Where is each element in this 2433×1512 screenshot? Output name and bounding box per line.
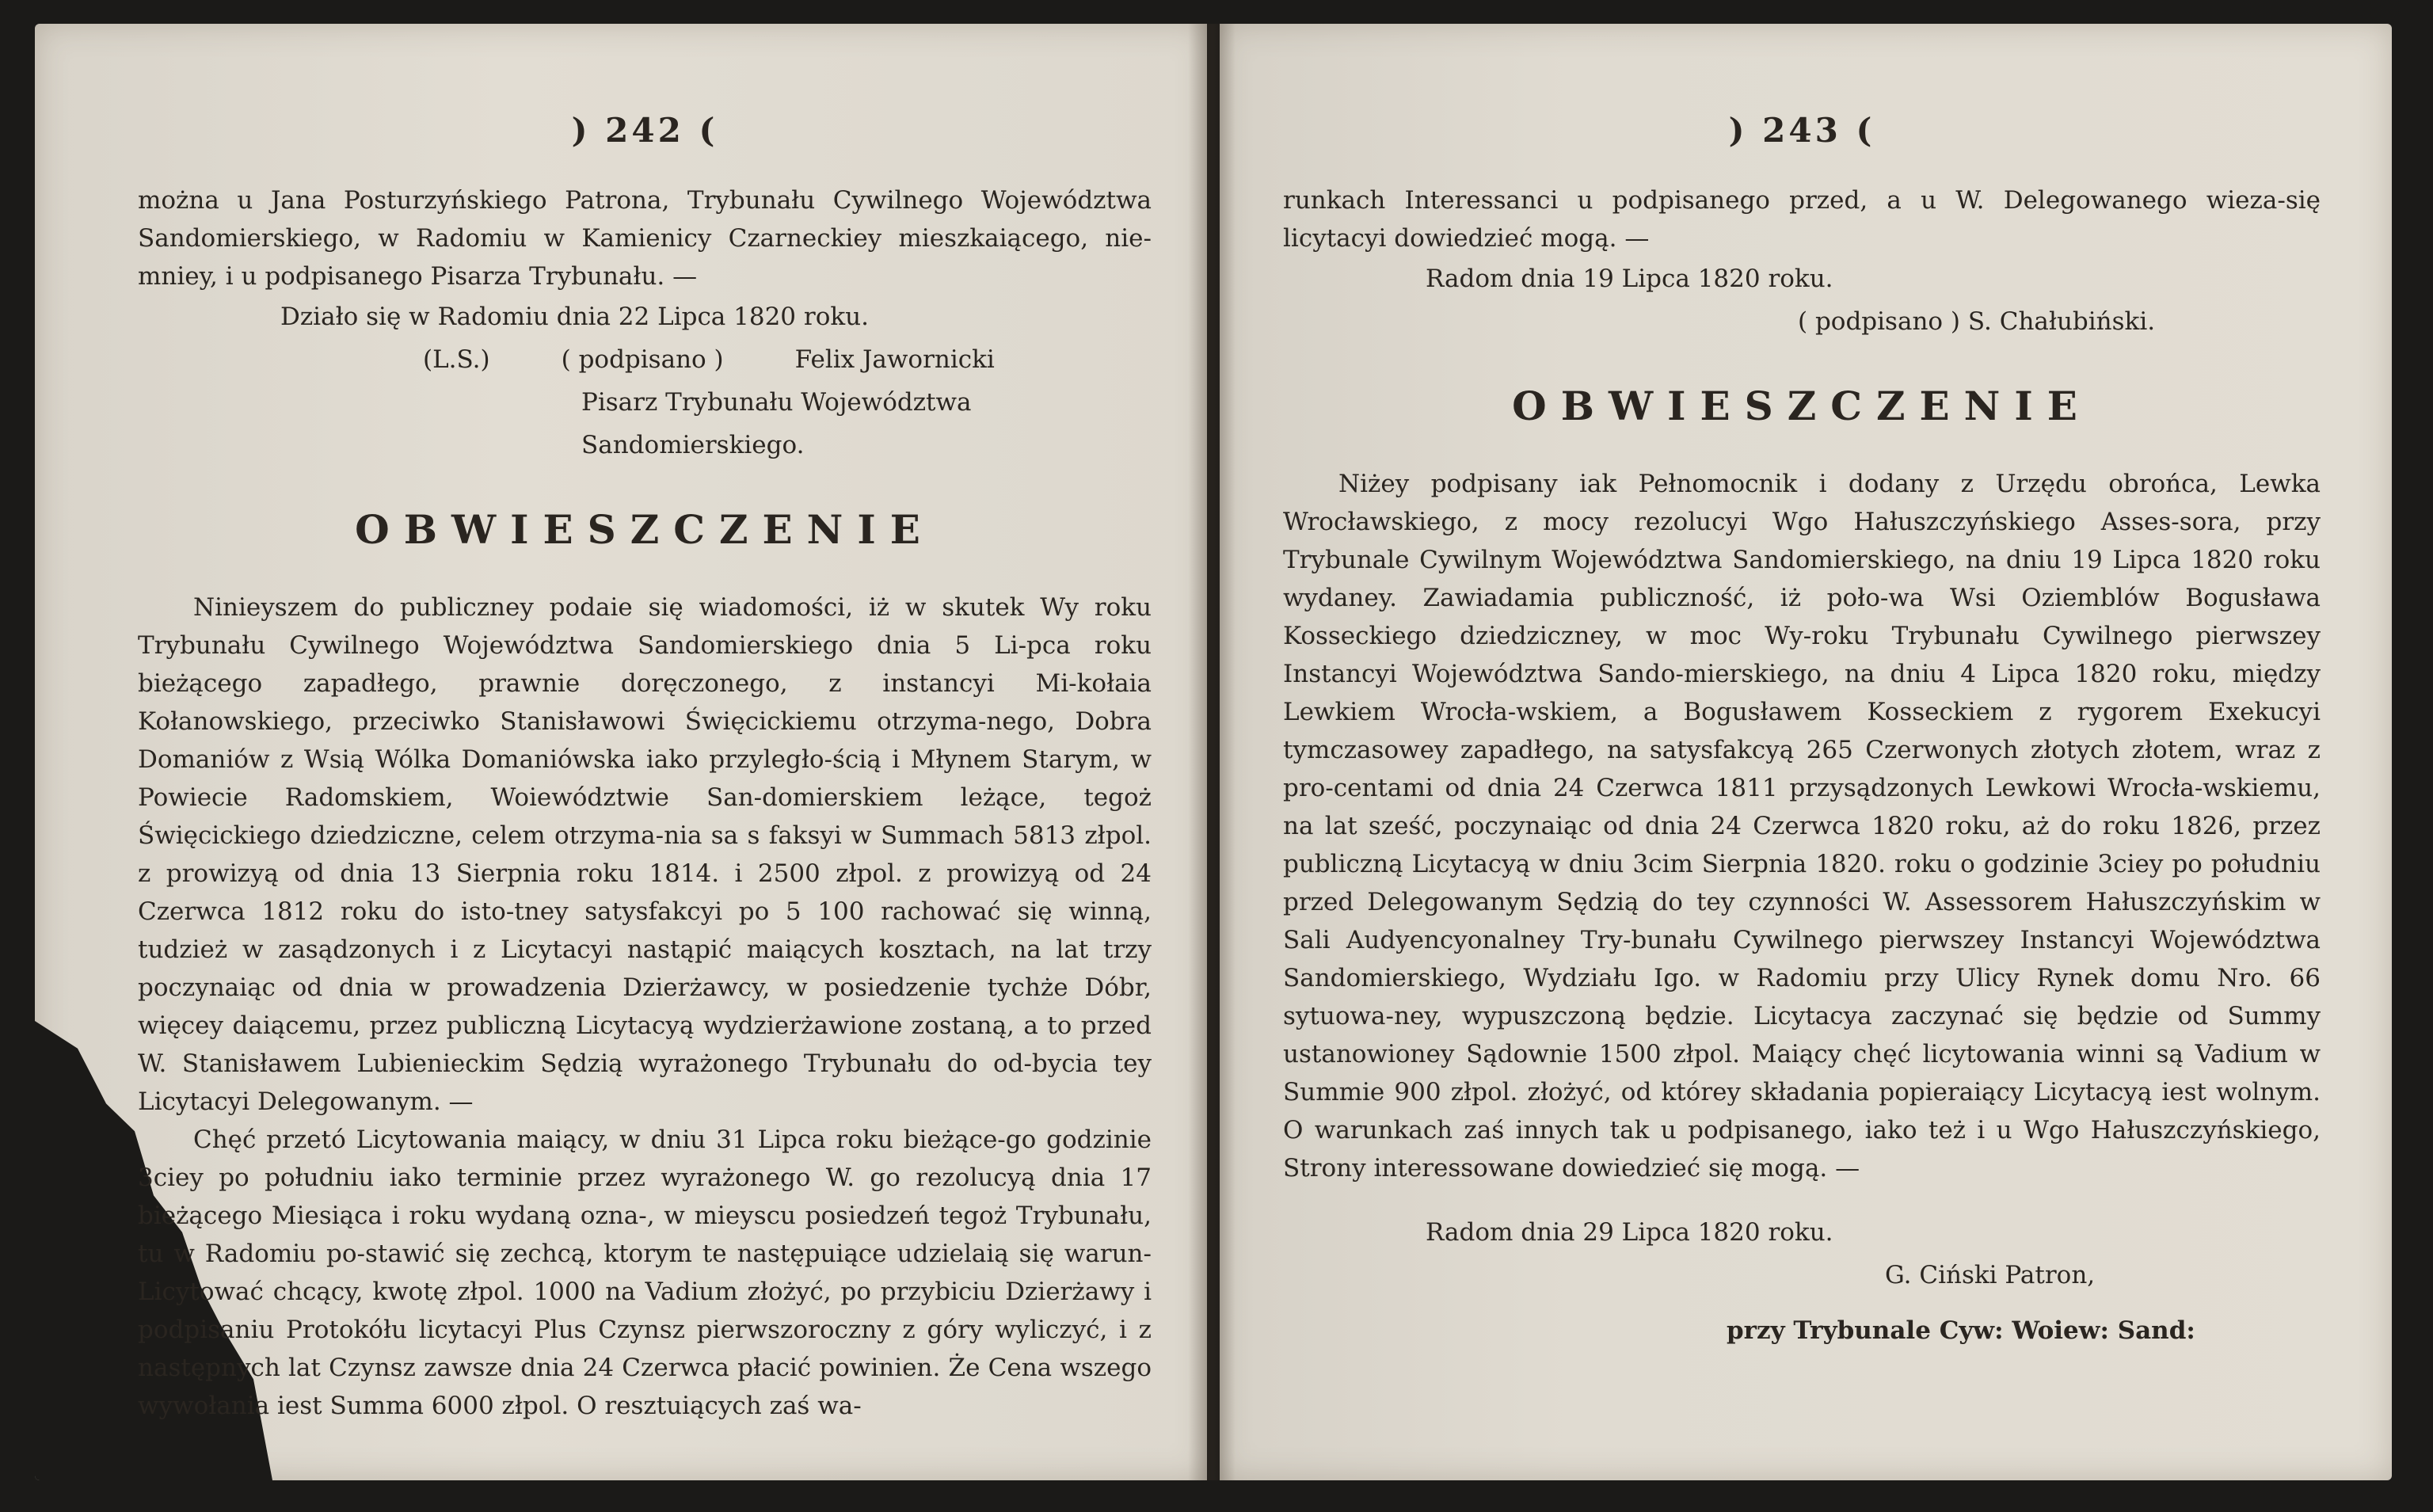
page-number: ) 242 ( [571, 111, 718, 150]
notice-heading: OBWIESZCZENIE [1512, 383, 2092, 429]
closing-signature: G. Ciński Patron, [1885, 1261, 2096, 1289]
notice-heading: OBWIESZCZENIE [355, 506, 935, 553]
signer-title: Pisarz Trybunału Województwa Sandomierskiego. [581, 388, 972, 459]
left-page [35, 24, 1207, 1480]
intro-text: runkach Interessanci u podpisanego przed, a u W. Delegowanego wieza-się licytacyi dowiedzieć mogą. — [1283, 186, 2321, 253]
signature-line: ( podpisano ) S. Chałubiński. [1798, 307, 2156, 336]
signature-row [138, 338, 1152, 381]
signer-name: Felix Jawornicki [794, 345, 995, 374]
notice-paragraph: Chęć przetó Licytowania maiący, w dniu 31 Lipca roku bieżące-go godzinie 3ciey po południu iako terminie przez wyrażonego W. go rezolucyą dnia 17 bieżącego Miesiąca i roku wydaną ozna-, w mieyscu posiedzeń tegoż Trybunału, tu w Radomiu po-stawić się zechcą, ktorym te następuiące udzielaią się warun-Licytować chcący, kwotę złpol. 1000 na Vadium złożyć, po przybiciu Dzierżawy i podpisaniu Protokółu licytacyi Plus Czynsz pierwszoroczny z góry wyliczyć, i z następnych lat Czynsz zawsze dnia 24 Czerwca płacić powinien. Że Cena wszego wywołania iest Summa 6000 złpol. O resztuiących zaś wa- [138, 1125, 1152, 1420]
date-line: Radom dnia 19 Lipca 1820 roku. [1426, 265, 1833, 293]
page-number: ) 243 ( [1728, 111, 1875, 150]
ls-mark: (L.S.) [423, 345, 490, 374]
signed-label: ( podpisano ) [561, 345, 724, 374]
right-page-content [1283, 111, 2321, 1352]
left-page-content [138, 111, 1152, 1425]
book-gutter [1188, 24, 1236, 1480]
closing-title: przy Trybunale Cyw: Woiew: Sand: [1727, 1316, 2195, 1345]
date-line: Działo się w Radomiu dnia 22 Lipca 1820 roku. [280, 303, 869, 331]
right-page [1220, 24, 2392, 1480]
intro-text: można u Jana Posturzyńskiego Patrona, Trybunału Cywilnego Województwa Sandomierskiego, w Radomiu w Kamienicy Czarneckiey mieszkaiącego, nie-mniey, i u podpisanego Pisarza Trybunału. — [138, 186, 1152, 291]
notice-paragraph: Niżey podpisany iak Pełnomocnik i dodany z Urzędu obrońca, Lewka Wrocławskiego, z mocy rezolucyi Wgo Hałuszczyńskiego Asses-sora, przy Trybunale Cywilnym Województwa Sandomierskiego, na dniu 19 Lipca 1820 roku wydaney. Zawiadamia publiczność, iż poło-wa Wsi Oziemblów Bogusława Kosseckiego dziedziczney, w moc Wy-roku Trybunału Cywilnego pierwszey Instancyi Województwa Sando-mierskiego, na dniu 4 Lipca 1820 roku, między Lewkiem Wrocła-wskiem, a Bogusławem Kosseckiem z rygorem Exekucyi tymczasowey zapadłego, na satysfakcyą 265 Czerwonych złotych złotem, wraz z pro-centami od dnia 24 Czerwca 1811 przysądzonych Lewkowi Wrocła-wskiemu, na lat sześć, poczynaiąc od dnia 24 Czerwca 1820 roku, aż do roku 1826, przez publiczną Licytacyą w dniu 3cim Sierpnia 1820. roku o godzinie 3ciey po południu przed Delegowanym Sędzią do tey czynności W. Assessorem Hałuszczyńskim w Sali Audyencyonalney Try-bunału Cywilnego pierwszey Instancyi Województwa Sandomierskiego, Wydziału Igo. w Radomiu przy Ulicy Rynek domu Nro. 66 sytuowa-ney, wypuszczoną będzie. Licytacya zaczynać się będzie od Summy ustanowioney Sądownie 1500 złpol. Maiący chęć licytowania winni są Vadium w Summie 900 złpol. złożyć, od którey składania popieraiący Licytacyą iest wolnym. O warunkach zaś innych tak u podpisanego, iako też i u Wgo Hałuszczyńskiego, Strony interessowane dowiedzieć się mogą. — [1283, 470, 2321, 1183]
closing-date: Radom dnia 29 Lipca 1820 roku. [1426, 1218, 1833, 1247]
notice-paragraph: Ninieyszem do publiczney podaie się wiadomości, iż w skutek Wy roku Trybunału Cywilnego Województwa Sandomierskiego dnia 5 Li-pca roku bieżącego zapadłego, prawnie doręczonego, z instancyi Mi-kołaia Kołanowskiego, przeciwko Stanisławowi Święcickiemu otrzyma-nego, Dobra Domaniów z Wsią Wólka Domaniówska iako przyległo-ścią i Młynem Starym, w Powiecie Radomskiem, Woiewództwie San-domierskiem leżące, tegoż Święcickiego dziedziczne, celem otrzyma-nia sa s faksyi w Summach 5813 złpol. z prowizyą od dnia 13 Sierpnia roku 1814. i 2500 złpol. z prowizyą od 24 Czerwca 1812 roku do isto-tney satysfakcyi po 5 100 rachować się winną, tudzież w zasądzonych i z Licytacyi nastąpić maiących kosztach, na lat trzy poczynaiąc od dnia w prowadzenia Dzierżawcy, w posiedzenie tychże Dóbr, więcey daiącemu, przez publiczną Licytacyą wydzierżawione zostaną, a to przed W. Stanisławem Lubienieckim Sędzią wyrażonego Trybunału do od-bycia tey Licytacyi Delegowanym. — [138, 593, 1152, 1116]
